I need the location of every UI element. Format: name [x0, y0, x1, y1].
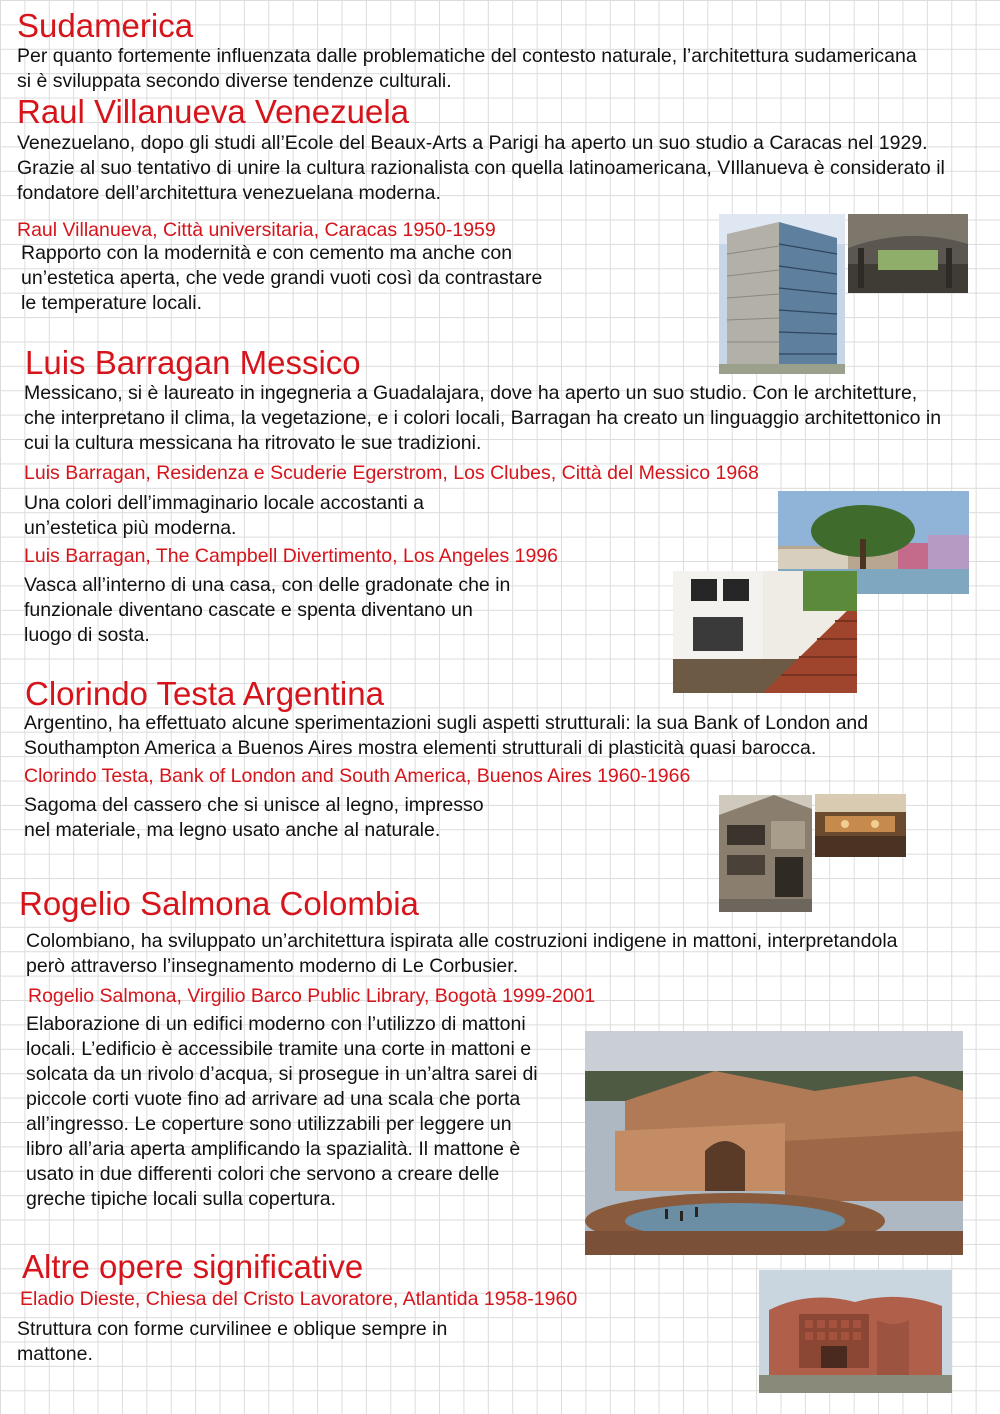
work-caption-cristo-lavoratore: Eladio Dieste, Chiesa del Cristo Lavoratore, Atlantida 1958-1960	[20, 1288, 578, 1310]
section-intro-testa: Argentino, ha effettuato alcune sperimentazioni sugli aspetti strutturali: la sua Bank of London and Southampton America a Buenos Aires mostra elementi strutturali di plasticità quasi barocca.	[24, 712, 869, 759]
section-title-salmona: Rogelio Salmona Colombia	[19, 885, 419, 922]
photo-citta-universitaria-tower	[719, 214, 845, 374]
section-intro-villanueva: Venezuelano, dopo gli studi all’Ecole del Beaux-Arts a Parigi ha aperto un suo studio a Caracas nel 1929. Grazie al suo tentativo di unire la cultura razionalista con quella latinoamericana, VIllanueva è considerato il fondatore dell’architettura venezuelana moderna.	[17, 132, 945, 204]
photo-bank-of-london-exterior	[719, 795, 812, 912]
section-title-sudamerica: Sudamerica	[17, 7, 194, 44]
work-caption-virgilio-barco: Rogelio Salmona, Virgilio Barco Public Library, Bogotà 1999-2001	[28, 985, 596, 1007]
work-description-cristo-lavoratore: Struttura con forme curvilinee e oblique sempre in mattone.	[17, 1318, 448, 1365]
section-title-villanueva: Raul Villanueva Venezuela	[17, 93, 410, 130]
work-caption-campbell: Luis Barragan, The Campbell Divertimento, Los Angeles 1996	[24, 545, 559, 567]
work-caption-citta-universitaria: Raul Villanueva, Città universitaria, Caracas 1950-1959	[17, 219, 496, 241]
photo-bank-of-london-interior	[815, 794, 906, 857]
section-intro-salmona: Colombiano, ha sviluppato un’architettura ispirata alle costruzioni indigene in mattoni, interpretandola però attraverso l’insegnamento moderno di Le Corbusier.	[26, 930, 898, 977]
photo-virgilio-barco-library	[585, 1031, 963, 1255]
photo-campbell-divertimento	[673, 571, 857, 693]
work-caption-bank-of-london: Clorindo Testa, Bank of London and South America, Buenos Aires 1960-1966	[24, 765, 691, 787]
section-intro-barragan: Messicano, si è laureato in ingegneria a Guadalajara, dove ha aperto un suo studio. Con le architetture, che interpretano il clima, la vegetazione, e i colori locali, Barragan ha creato un linguaggio architettonico in cui la cultura messicana ha ritrovato le sue tradizioni.	[24, 382, 942, 454]
work-description-virgilio-barco: Elaborazione di un edifici moderno con l’utilizzo di mattoni locali. L’edificio è accessibile tramite una corte in mattoni e solcata da un rivolo d’acqua, si prosegue in un’altra sarei di piccole corti vuote fino ad arrivare ad una scala che porta all’ingresso. Le coperture sono utilizzabili per leggere un libro all’aria aperta amplificando la spazialità. Il mattone è usato in due differenti colori che servono a creare delle greche tipiche locali sulla copertura.	[26, 1013, 538, 1210]
photo-cristo-lavoratore-church	[759, 1270, 952, 1393]
work-caption-egerstrom: Luis Barragan, Residenza e Scuderie Egerstrom, Los Clubes, Città del Messico 1968	[24, 462, 759, 484]
photo-citta-universitaria-interior	[848, 214, 968, 293]
work-description-campbell: Vasca all’interno di una casa, con delle gradonate che in funzionale diventano cascate e spenta diventano un luogo di sosta.	[24, 574, 511, 646]
section-title-barragan: Luis Barragan Messico	[25, 344, 361, 381]
work-description-bank-of-london: Sagoma del cassero che si unisce al legno, impresso nel materiale, ma legno usato anche al naturale.	[24, 794, 484, 841]
work-description-citta-universitaria: Rapporto con la modernità e con cemento ma anche con un’estetica aperta, che vede grandi vuoti così da contrastare le temperature locali.	[21, 242, 543, 314]
section-title-testa: Clorindo Testa Argentina	[25, 675, 384, 712]
work-description-egerstrom: Una colori dell’immaginario locale accostanti a un’estetica più moderna.	[24, 492, 424, 539]
section-title-altre-opere: Altre opere significative	[22, 1248, 364, 1285]
section-intro-sudamerica: Per quanto fortemente influenzata dalle problematiche del contesto naturale, l’architettura sudamericana si è sviluppata secondo diverse tendenze culturali.	[17, 45, 917, 92]
